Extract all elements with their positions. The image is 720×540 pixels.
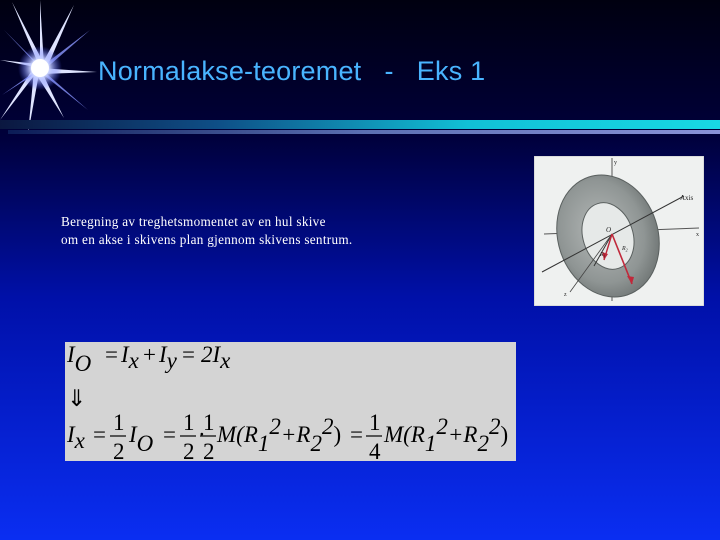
fraction-denominator: 2 [203,439,215,461]
fraction-numerator: 1 [203,410,215,435]
fraction-numerator: 1 [113,410,125,435]
svg-text:Ix [120,342,140,373]
formula-term: +R [280,422,311,447]
svg-text:IO [128,422,154,456]
moment-symbol: 2I [201,342,221,367]
formula-superscript: 2 [269,414,281,439]
moment-subscript: O [136,431,154,456]
formula-subscript: 1 [424,431,437,456]
svg-text:+: + [143,342,156,367]
svg-text:Iy [158,342,178,373]
formula-term: M(R [384,422,425,447]
origin-label: O [606,226,612,234]
formula-subscript: 2 [310,431,322,456]
svg-text:Ix [66,422,86,453]
moment-subscript: O [74,351,92,376]
description-line: om en akse i skivens plan gjennom skivens sentrum. [61,232,353,247]
r1-label: R [600,252,604,258]
formula-box [65,342,516,461]
implies-arrow: ⇓ [67,386,87,411]
svg-text:R2 [621,246,628,253]
fraction-denominator: 4 [369,439,381,461]
x-axis-label: x [696,232,699,238]
formula-term: ) [500,422,509,447]
svg-text:=: = [182,342,195,367]
formula-term: +R [447,422,478,447]
formula-term: M(R [217,422,258,447]
moment-symbol: I [159,342,167,367]
z-axis-label: z [564,292,567,298]
moment-subscript: y [166,348,177,373]
axis-label: Axis [680,194,694,202]
formula-render [65,342,516,461]
moment-subscript: x [74,428,85,453]
svg-text:=: = [105,342,118,367]
svg-text:M(R12+R22) [216,414,341,456]
y-axis-label: y [614,160,617,166]
fraction-denominator: 2 [183,439,195,461]
r2-label: R [622,246,626,252]
starburst-icon [0,0,100,135]
formula-superscript: 2 [488,414,501,439]
svg-text:=: = [93,422,106,447]
formula-superscript: 2 [321,414,334,439]
hollow-disk-figure [534,156,704,306]
svg-text:=: = [163,422,176,447]
title-divider-thin [8,130,720,134]
svg-text:·: · [198,422,206,447]
formula-term: ) [333,422,342,447]
title-divider [0,120,720,129]
svg-text:M(R12+R22) [383,414,508,456]
svg-text:2Ix [201,342,231,373]
r2-subscript: 2 [625,247,628,253]
moment-symbol: I [67,342,75,367]
moment-symbol: I [129,422,137,447]
r1-subscript: 1 [603,253,606,259]
fraction-numerator: 1 [369,410,381,435]
formula-subscript: 1 [257,431,270,456]
fraction-denominator: 2 [113,439,125,461]
moment-subscript: x [128,348,139,373]
moment-symbol: I [121,342,129,367]
svg-text:IO [66,342,92,376]
slide-description [61,213,353,249]
fraction-numerator: 1 [183,410,195,435]
moment-symbol: I [67,422,75,447]
svg-text:=: = [350,422,363,447]
formula-superscript: 2 [436,414,448,439]
svg-text:R1 [599,252,606,259]
description-line: Beregning av treghetsmomentet av en hul skive [61,214,326,229]
formula-subscript: 2 [477,431,489,456]
moment-subscript: x [220,348,231,373]
slide-title: Normalakse-teoremet - Eks 1 [98,56,486,86]
